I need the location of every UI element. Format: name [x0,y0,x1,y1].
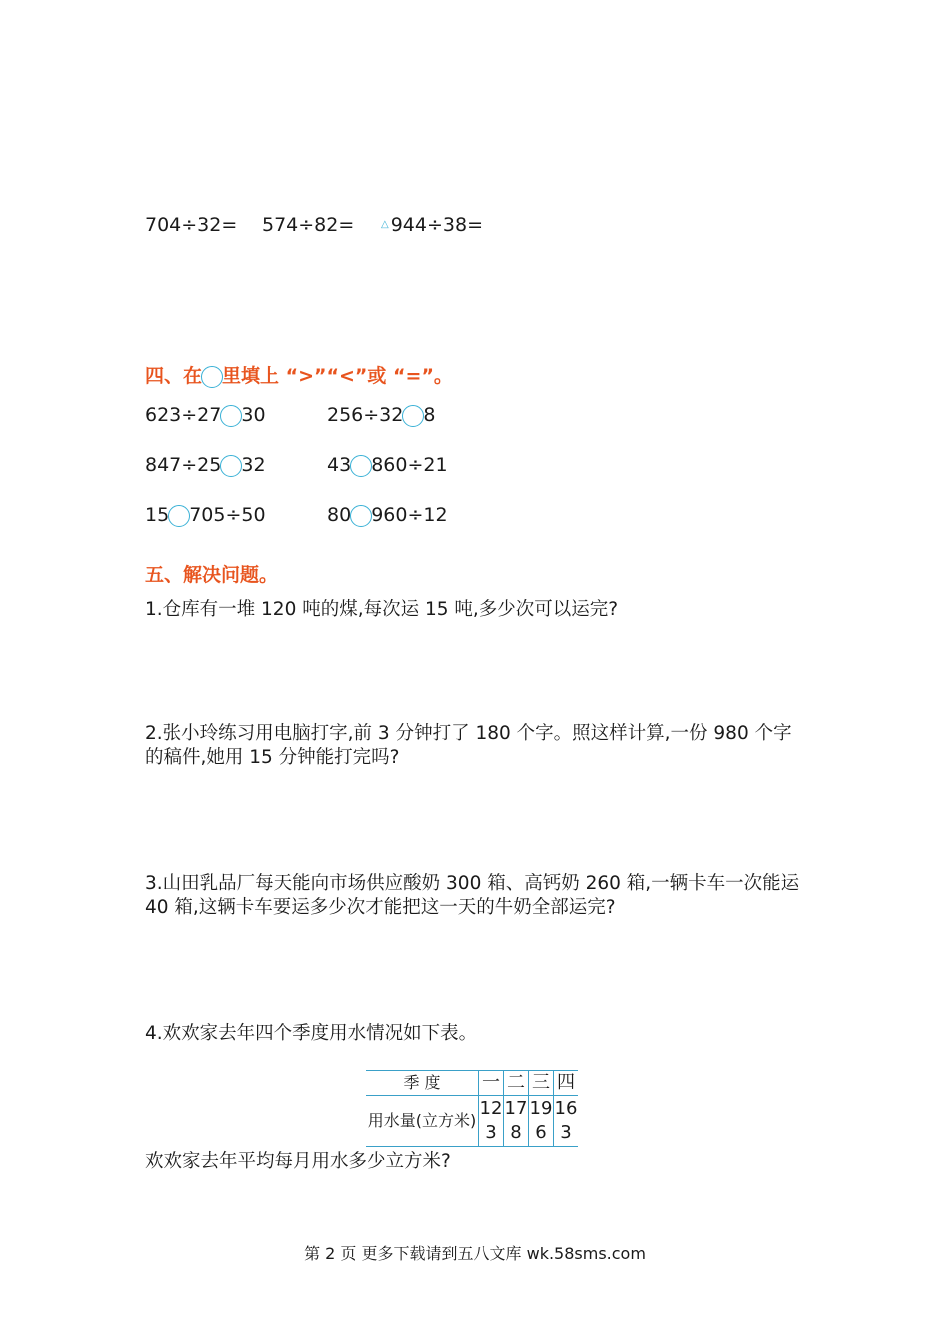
page-footer: 第 2 页 更多下载请到五八文库 wk.58sms.com [304,1244,646,1263]
blank-circle[interactable] [402,405,424,427]
section-4-heading [145,364,453,388]
triangle-icon: △ [381,219,389,230]
problem-1: 1.仓库有一堆 120 吨的煤,每次运 15 吨,多少次可以运完? [145,599,619,620]
table-header-row [366,1071,578,1096]
equation-3-wrap [381,213,483,237]
compare-item-4: 43 860÷21 [327,454,448,476]
value-q1: 12 3 [479,1096,504,1147]
problem-2: 2.张小玲练习用电脑打字,前 3 分钟打了 180 个字。照这样计算,一份 980 个字的稿件,她用 15 分钟能打完吗? [145,723,792,768]
value-q2: 17 8 [504,1096,529,1147]
compare-item-1: 623÷27 30 [145,404,266,426]
compare-item-3: 847÷25 32 [145,454,266,476]
equation-1: 704÷32= [145,214,238,236]
quarter-2: 二 [504,1071,529,1096]
section-5-heading: 五、解决问题。 [145,564,279,586]
equation-3: 944÷38= [390,214,483,236]
blank-circle[interactable] [220,455,242,477]
blank-circle[interactable] [350,505,372,527]
circle-icon [201,366,223,388]
table-header-label: 季 度 [366,1071,479,1096]
blank-circle[interactable] [350,455,372,477]
quarter-4: 四 [554,1071,579,1096]
compare-item-5: 15 705÷50 [145,504,266,526]
compare-item-2: 256÷32 8 [327,404,436,426]
problem-4-question: 欢欢家去年平均每月用水多少立方米? [145,1151,451,1172]
value-q3: 19 6 [529,1096,554,1147]
problem-3: 3.山田乳品厂每天能向市场供应酸奶 300 箱、高钙奶 260 箱,一辆卡车一次能运 40 箱,这辆卡车要运多少次才能把这一天的牛奶全部运完? [145,873,800,918]
equation-2: 574÷82= [262,214,355,236]
heading-pre: 四、在 [145,365,203,387]
table-value-row [366,1096,578,1147]
table-row-label: 用水量(立方米) [366,1096,479,1147]
value-q4: 16 3 [554,1096,579,1147]
heading-post: 里填上 “>”“<”或 “=”。 [222,365,453,387]
compare-item-6: 80 960÷12 [327,504,448,526]
blank-circle[interactable] [168,505,190,527]
water-usage-table [366,1070,578,1147]
blank-circle[interactable] [220,405,242,427]
quarter-1: 一 [479,1071,504,1096]
quarter-3: 三 [529,1071,554,1096]
problem-4: 4.欢欢家去年四个季度用水情况如下表。 [145,1023,478,1044]
